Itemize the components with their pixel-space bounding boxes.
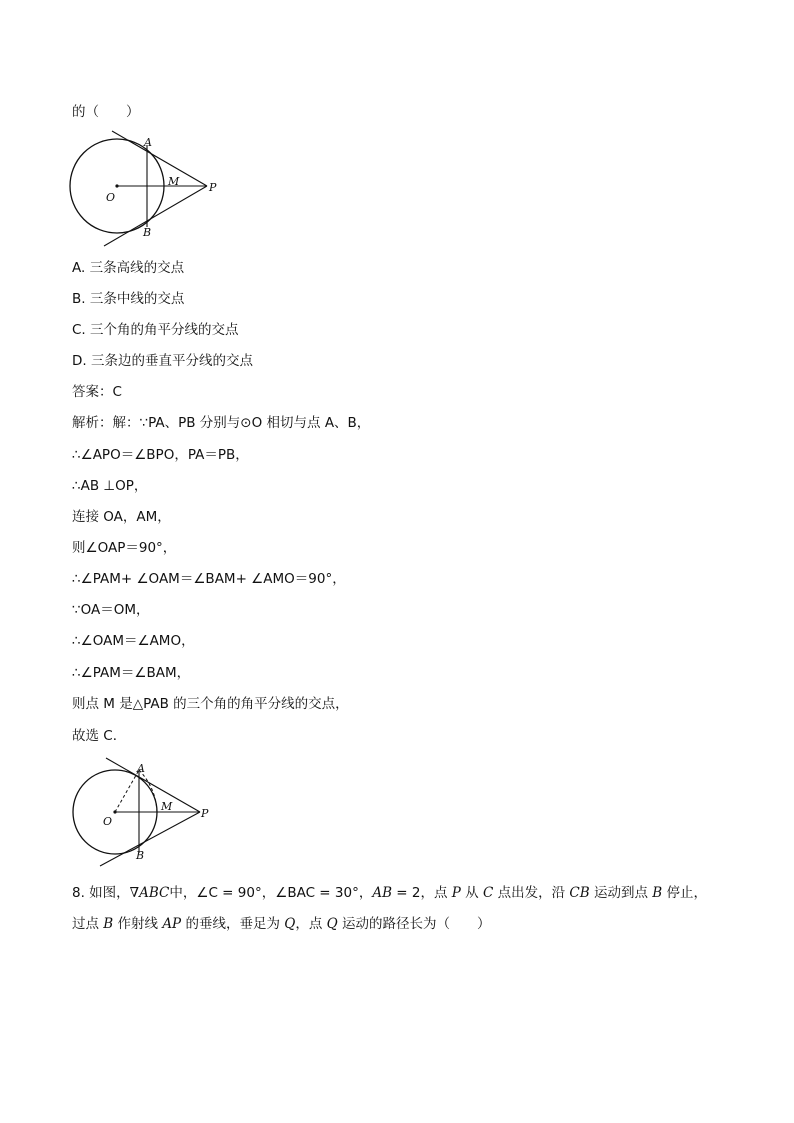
label-p: P — [209, 181, 217, 194]
dashed-segment-am — [139, 770, 157, 812]
q8-text: 运动的路径长为（ ） — [337, 916, 491, 932]
q8-math: B — [652, 885, 663, 901]
center-point-o — [113, 810, 116, 813]
q8-math: AP — [162, 916, 182, 932]
label-b: B — [143, 226, 152, 239]
solution-line: ∴AB ⊥OP， — [72, 478, 148, 494]
label-m: M — [161, 800, 173, 813]
q8-text: 过点 — [72, 916, 104, 932]
q8-math: CB — [569, 885, 590, 901]
tangent-line-pa — [112, 131, 207, 186]
q8-text: 中，∠C = 90°，∠BAC = 30°， — [169, 885, 373, 901]
solution-line: ∴∠PAM＝∠BAM， — [72, 665, 191, 681]
tangent-line-pb — [104, 186, 207, 246]
solution-line: 解析：解：∵PA、PB 分别与⊙O 相切与点 A、B， — [72, 415, 371, 431]
q8-math: C — [482, 885, 494, 901]
q8-text: 8. 如图， — [72, 885, 130, 901]
question-fragment: 的（ ） — [72, 104, 140, 120]
solution-line: ∴∠PAM+ ∠OAM＝∠BAM+ ∠AMO＝90°， — [72, 571, 346, 587]
option-d: D. 三条边的垂直平分线的交点 — [72, 353, 253, 369]
label-b: B — [136, 849, 145, 862]
q8-math: ∇ABC — [129, 885, 170, 901]
solution-line: 则点 M 是△PAB 的三个角的角平分线的交点， — [72, 696, 349, 712]
label-o: O — [106, 191, 116, 204]
q8-text: 从 — [460, 885, 483, 901]
solution-line: ∵OA＝OM， — [72, 602, 150, 618]
label-m: M — [168, 175, 180, 188]
q8-math: P — [451, 885, 461, 901]
solution-line: ∴∠APO＝∠BPO，PA＝PB， — [72, 447, 249, 463]
label-a: A — [137, 762, 145, 775]
solution-line: ∴∠OAM＝∠AMO， — [72, 633, 195, 649]
option-c: C. 三个角的角平分线的交点 — [72, 322, 239, 338]
tangent-line-pb — [100, 812, 200, 866]
q8-text: 停止， — [662, 885, 707, 901]
label-p: P — [201, 807, 209, 820]
label-o: O — [103, 815, 113, 828]
answer: 答案：C — [72, 384, 122, 400]
q8-math: AB — [372, 885, 392, 901]
solution-line: 连接 OA，AM， — [72, 509, 171, 525]
q8-text: 点出发，沿 — [493, 885, 570, 901]
option-a: A. 三条高线的交点 — [72, 260, 185, 276]
q8-text: ，点 — [295, 916, 327, 932]
option-b: B. 三条中线的交点 — [72, 291, 185, 307]
q8-text: 作射线 — [113, 916, 163, 932]
solution-figure — [66, 756, 226, 870]
question-8-line-2 — [72, 915, 491, 933]
q8-math: B — [103, 916, 114, 932]
label-a: A — [144, 136, 152, 149]
q8-text: = 2，点 — [392, 885, 452, 901]
dashed-segment-oa — [115, 770, 139, 812]
center-point-o — [115, 184, 118, 187]
question-8-line-1 — [72, 884, 707, 902]
q8-text: 运动到点 — [589, 885, 653, 901]
q8-text: 的垂线，垂足为 — [181, 916, 285, 932]
solution-line: 则∠OAP＝90°， — [72, 540, 177, 556]
q8-math: Q — [326, 916, 338, 932]
q8-math: Q — [284, 916, 296, 932]
tangent-circle-figure — [66, 128, 226, 250]
tangent-line-pa — [106, 758, 200, 812]
solution-line: 故选 C． — [72, 728, 127, 744]
